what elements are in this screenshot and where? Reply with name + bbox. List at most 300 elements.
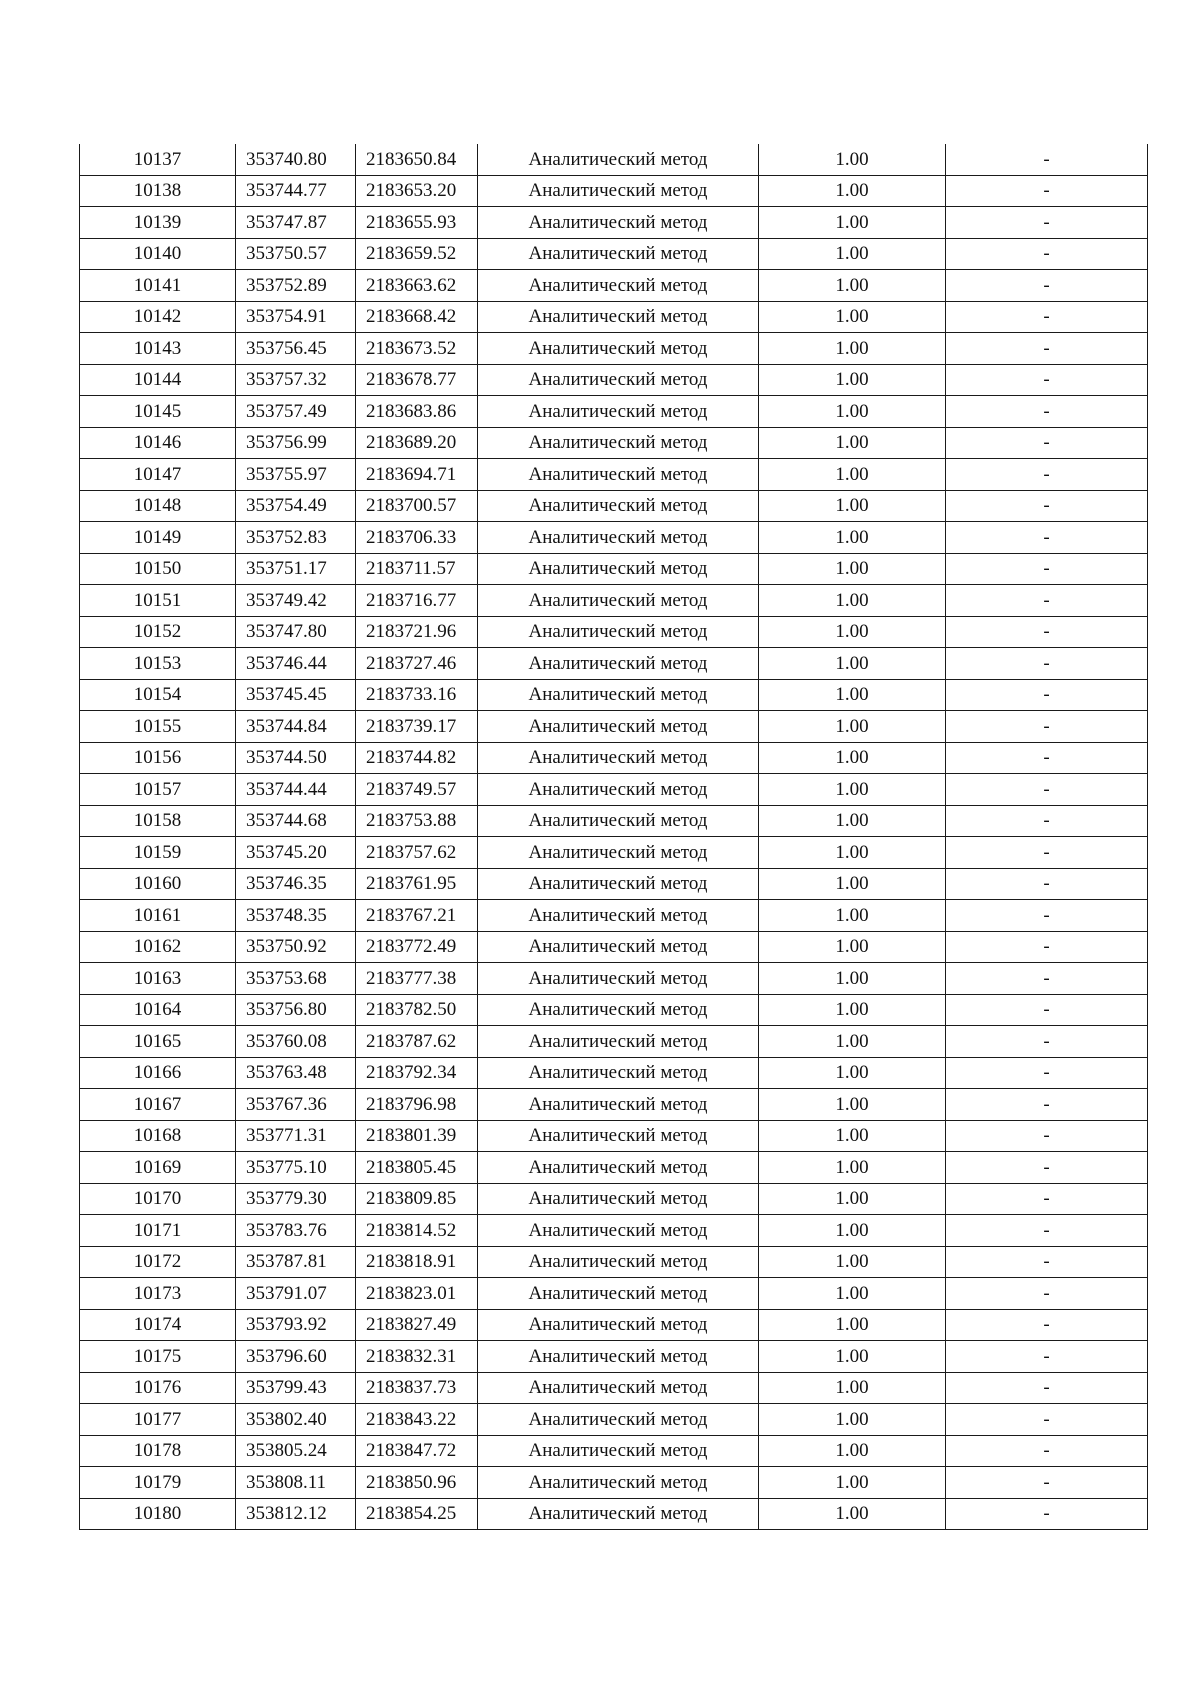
description-cell: - (946, 238, 1148, 270)
description-cell: - (946, 1278, 1148, 1310)
accuracy-cell: 1.00 (759, 679, 946, 711)
y-coordinate-cell: 2183854.25 (356, 1498, 478, 1530)
coordinates-table-body (80, 144, 1148, 1530)
y-coordinate-cell: 2183767.21 (356, 900, 478, 932)
x-coordinate-cell: 353787.81 (236, 1246, 356, 1278)
method-cell: Аналитический метод (478, 144, 759, 175)
description-cell: - (946, 459, 1148, 491)
method-cell: Аналитический метод (478, 805, 759, 837)
accuracy-cell: 1.00 (759, 333, 946, 365)
point-number-cell: 10148 (80, 490, 236, 522)
x-coordinate-cell: 353744.77 (236, 175, 356, 207)
description-cell: - (946, 364, 1148, 396)
table-row (80, 490, 1148, 522)
method-cell: Аналитический метод (478, 490, 759, 522)
x-coordinate-cell: 353748.35 (236, 900, 356, 932)
x-coordinate-cell: 353750.92 (236, 931, 356, 963)
accuracy-cell: 1.00 (759, 1467, 946, 1499)
table-row (80, 144, 1148, 175)
y-coordinate-cell: 2183843.22 (356, 1404, 478, 1436)
x-coordinate-cell: 353756.99 (236, 427, 356, 459)
point-number-cell: 10142 (80, 301, 236, 333)
accuracy-cell: 1.00 (759, 1057, 946, 1089)
accuracy-cell: 1.00 (759, 144, 946, 175)
description-cell: - (946, 1467, 1148, 1499)
method-cell: Аналитический метод (478, 1026, 759, 1058)
method-cell: Аналитический метод (478, 1372, 759, 1404)
y-coordinate-cell: 2183796.98 (356, 1089, 478, 1121)
table-row (80, 1215, 1148, 1247)
description-cell: - (946, 585, 1148, 617)
table-row (80, 742, 1148, 774)
point-number-cell: 10166 (80, 1057, 236, 1089)
method-cell: Аналитический метод (478, 1057, 759, 1089)
description-cell: - (946, 301, 1148, 333)
table-row (80, 333, 1148, 365)
table-row (80, 270, 1148, 302)
table-row (80, 805, 1148, 837)
table-row (80, 1246, 1148, 1278)
method-cell: Аналитический метод (478, 837, 759, 869)
x-coordinate-cell: 353747.80 (236, 616, 356, 648)
accuracy-cell: 1.00 (759, 1498, 946, 1530)
method-cell: Аналитический метод (478, 963, 759, 995)
point-number-cell: 10172 (80, 1246, 236, 1278)
point-number-cell: 10149 (80, 522, 236, 554)
x-coordinate-cell: 353757.49 (236, 396, 356, 428)
x-coordinate-cell: 353746.44 (236, 648, 356, 680)
y-coordinate-cell: 2183757.62 (356, 837, 478, 869)
x-coordinate-cell: 353744.84 (236, 711, 356, 743)
point-number-cell: 10145 (80, 396, 236, 428)
accuracy-cell: 1.00 (759, 490, 946, 522)
x-coordinate-cell: 353771.31 (236, 1120, 356, 1152)
table-row (80, 553, 1148, 585)
x-coordinate-cell: 353808.11 (236, 1467, 356, 1499)
coordinates-table (79, 144, 1148, 1530)
y-coordinate-cell: 2183716.77 (356, 585, 478, 617)
point-number-cell: 10173 (80, 1278, 236, 1310)
point-number-cell: 10162 (80, 931, 236, 963)
description-cell: - (946, 1152, 1148, 1184)
point-number-cell: 10170 (80, 1183, 236, 1215)
accuracy-cell: 1.00 (759, 648, 946, 680)
table-row (80, 522, 1148, 554)
table-row (80, 1278, 1148, 1310)
method-cell: Аналитический метод (478, 1467, 759, 1499)
description-cell: - (946, 774, 1148, 806)
accuracy-cell: 1.00 (759, 900, 946, 932)
description-cell: - (946, 1089, 1148, 1121)
accuracy-cell: 1.00 (759, 207, 946, 239)
y-coordinate-cell: 2183711.57 (356, 553, 478, 585)
point-number-cell: 10158 (80, 805, 236, 837)
point-number-cell: 10147 (80, 459, 236, 491)
point-number-cell: 10175 (80, 1341, 236, 1373)
y-coordinate-cell: 2183818.91 (356, 1246, 478, 1278)
x-coordinate-cell: 353791.07 (236, 1278, 356, 1310)
point-number-cell: 10161 (80, 900, 236, 932)
accuracy-cell: 1.00 (759, 1372, 946, 1404)
table-row (80, 396, 1148, 428)
table-row (80, 1467, 1148, 1499)
table-row (80, 301, 1148, 333)
x-coordinate-cell: 353744.50 (236, 742, 356, 774)
point-number-cell: 10146 (80, 427, 236, 459)
x-coordinate-cell: 353757.32 (236, 364, 356, 396)
y-coordinate-cell: 2183694.71 (356, 459, 478, 491)
y-coordinate-cell: 2183733.16 (356, 679, 478, 711)
x-coordinate-cell: 353760.08 (236, 1026, 356, 1058)
x-coordinate-cell: 353750.57 (236, 238, 356, 270)
accuracy-cell: 1.00 (759, 175, 946, 207)
x-coordinate-cell: 353740.80 (236, 144, 356, 175)
table-row (80, 585, 1148, 617)
table-row (80, 679, 1148, 711)
description-cell: - (946, 711, 1148, 743)
accuracy-cell: 1.00 (759, 711, 946, 743)
point-number-cell: 10174 (80, 1309, 236, 1341)
description-cell: - (946, 805, 1148, 837)
description-cell: - (946, 1341, 1148, 1373)
method-cell: Аналитический метод (478, 238, 759, 270)
y-coordinate-cell: 2183850.96 (356, 1467, 478, 1499)
description-cell: - (946, 1309, 1148, 1341)
accuracy-cell: 1.00 (759, 1278, 946, 1310)
description-cell: - (946, 994, 1148, 1026)
point-number-cell: 10154 (80, 679, 236, 711)
table-row (80, 1309, 1148, 1341)
method-cell: Аналитический метод (478, 459, 759, 491)
description-cell: - (946, 207, 1148, 239)
method-cell: Аналитический метод (478, 1152, 759, 1184)
y-coordinate-cell: 2183739.17 (356, 711, 478, 743)
description-cell: - (946, 837, 1148, 869)
description-cell: - (946, 1120, 1148, 1152)
y-coordinate-cell: 2183663.62 (356, 270, 478, 302)
x-coordinate-cell: 353763.48 (236, 1057, 356, 1089)
x-coordinate-cell: 353752.83 (236, 522, 356, 554)
point-number-cell: 10180 (80, 1498, 236, 1530)
accuracy-cell: 1.00 (759, 427, 946, 459)
y-coordinate-cell: 2183659.52 (356, 238, 478, 270)
method-cell: Аналитический метод (478, 1341, 759, 1373)
method-cell: Аналитический метод (478, 1435, 759, 1467)
table-row (80, 1498, 1148, 1530)
y-coordinate-cell: 2183706.33 (356, 522, 478, 554)
accuracy-cell: 1.00 (759, 616, 946, 648)
point-number-cell: 10160 (80, 868, 236, 900)
description-cell: - (946, 1372, 1148, 1404)
method-cell: Аналитический метод (478, 175, 759, 207)
point-number-cell: 10140 (80, 238, 236, 270)
x-coordinate-cell: 353767.36 (236, 1089, 356, 1121)
description-cell: - (946, 1246, 1148, 1278)
y-coordinate-cell: 2183787.62 (356, 1026, 478, 1058)
method-cell: Аналитический метод (478, 1089, 759, 1121)
table-row (80, 1404, 1148, 1436)
method-cell: Аналитический метод (478, 1120, 759, 1152)
description-cell: - (946, 144, 1148, 175)
x-coordinate-cell: 353746.35 (236, 868, 356, 900)
accuracy-cell: 1.00 (759, 522, 946, 554)
accuracy-cell: 1.00 (759, 270, 946, 302)
method-cell: Аналитический метод (478, 553, 759, 585)
description-cell: - (946, 1026, 1148, 1058)
accuracy-cell: 1.00 (759, 931, 946, 963)
point-number-cell: 10177 (80, 1404, 236, 1436)
point-number-cell: 10167 (80, 1089, 236, 1121)
x-coordinate-cell: 353753.68 (236, 963, 356, 995)
x-coordinate-cell: 353754.91 (236, 301, 356, 333)
x-coordinate-cell: 353745.20 (236, 837, 356, 869)
y-coordinate-cell: 2183837.73 (356, 1372, 478, 1404)
accuracy-cell: 1.00 (759, 868, 946, 900)
accuracy-cell: 1.00 (759, 301, 946, 333)
description-cell: - (946, 1215, 1148, 1247)
table-row (80, 711, 1148, 743)
table-row (80, 1341, 1148, 1373)
accuracy-cell: 1.00 (759, 553, 946, 585)
description-cell: - (946, 333, 1148, 365)
method-cell: Аналитический метод (478, 900, 759, 932)
x-coordinate-cell: 353793.92 (236, 1309, 356, 1341)
x-coordinate-cell: 353747.87 (236, 207, 356, 239)
y-coordinate-cell: 2183673.52 (356, 333, 478, 365)
y-coordinate-cell: 2183753.88 (356, 805, 478, 837)
y-coordinate-cell: 2183761.95 (356, 868, 478, 900)
accuracy-cell: 1.00 (759, 364, 946, 396)
method-cell: Аналитический метод (478, 931, 759, 963)
accuracy-cell: 1.00 (759, 837, 946, 869)
point-number-cell: 10155 (80, 711, 236, 743)
accuracy-cell: 1.00 (759, 1120, 946, 1152)
y-coordinate-cell: 2183744.82 (356, 742, 478, 774)
x-coordinate-cell: 353756.45 (236, 333, 356, 365)
x-coordinate-cell: 353802.40 (236, 1404, 356, 1436)
accuracy-cell: 1.00 (759, 1404, 946, 1436)
point-number-cell: 10153 (80, 648, 236, 680)
x-coordinate-cell: 353754.49 (236, 490, 356, 522)
description-cell: - (946, 616, 1148, 648)
table-row (80, 1152, 1148, 1184)
description-cell: - (946, 1435, 1148, 1467)
y-coordinate-cell: 2183772.49 (356, 931, 478, 963)
description-cell: - (946, 1498, 1148, 1530)
x-coordinate-cell: 353805.24 (236, 1435, 356, 1467)
table-row (80, 1183, 1148, 1215)
point-number-cell: 10144 (80, 364, 236, 396)
y-coordinate-cell: 2183655.93 (356, 207, 478, 239)
accuracy-cell: 1.00 (759, 774, 946, 806)
method-cell: Аналитический метод (478, 1498, 759, 1530)
method-cell: Аналитический метод (478, 1183, 759, 1215)
table-row (80, 868, 1148, 900)
point-number-cell: 10165 (80, 1026, 236, 1058)
description-cell: - (946, 648, 1148, 680)
y-coordinate-cell: 2183683.86 (356, 396, 478, 428)
y-coordinate-cell: 2183805.45 (356, 1152, 478, 1184)
description-cell: - (946, 1404, 1148, 1436)
description-cell: - (946, 490, 1148, 522)
accuracy-cell: 1.00 (759, 1026, 946, 1058)
table-row (80, 175, 1148, 207)
description-cell: - (946, 868, 1148, 900)
method-cell: Аналитический метод (478, 868, 759, 900)
x-coordinate-cell: 353796.60 (236, 1341, 356, 1373)
table-row (80, 931, 1148, 963)
method-cell: Аналитический метод (478, 270, 759, 302)
point-number-cell: 10178 (80, 1435, 236, 1467)
method-cell: Аналитический метод (478, 1309, 759, 1341)
table-row (80, 364, 1148, 396)
method-cell: Аналитический метод (478, 207, 759, 239)
accuracy-cell: 1.00 (759, 1152, 946, 1184)
point-number-cell: 10169 (80, 1152, 236, 1184)
table-row (80, 837, 1148, 869)
accuracy-cell: 1.00 (759, 585, 946, 617)
y-coordinate-cell: 2183782.50 (356, 994, 478, 1026)
x-coordinate-cell: 353744.44 (236, 774, 356, 806)
method-cell: Аналитический метод (478, 648, 759, 680)
table-row (80, 1372, 1148, 1404)
accuracy-cell: 1.00 (759, 994, 946, 1026)
point-number-cell: 10156 (80, 742, 236, 774)
table-row (80, 207, 1148, 239)
accuracy-cell: 1.00 (759, 1183, 946, 1215)
accuracy-cell: 1.00 (759, 1309, 946, 1341)
table-row (80, 648, 1148, 680)
table-row (80, 1435, 1148, 1467)
point-number-cell: 10157 (80, 774, 236, 806)
accuracy-cell: 1.00 (759, 742, 946, 774)
y-coordinate-cell: 2183777.38 (356, 963, 478, 995)
y-coordinate-cell: 2183801.39 (356, 1120, 478, 1152)
table-row (80, 1089, 1148, 1121)
method-cell: Аналитический метод (478, 427, 759, 459)
method-cell: Аналитический метод (478, 679, 759, 711)
method-cell: Аналитический метод (478, 994, 759, 1026)
point-number-cell: 10152 (80, 616, 236, 648)
method-cell: Аналитический метод (478, 742, 759, 774)
description-cell: - (946, 522, 1148, 554)
y-coordinate-cell: 2183653.20 (356, 175, 478, 207)
table-row (80, 238, 1148, 270)
description-cell: - (946, 1057, 1148, 1089)
point-number-cell: 10179 (80, 1467, 236, 1499)
table-row (80, 616, 1148, 648)
table-row (80, 963, 1148, 995)
table-row (80, 1026, 1148, 1058)
y-coordinate-cell: 2183832.31 (356, 1341, 478, 1373)
point-number-cell: 10159 (80, 837, 236, 869)
accuracy-cell: 1.00 (759, 1341, 946, 1373)
x-coordinate-cell: 353751.17 (236, 553, 356, 585)
y-coordinate-cell: 2183814.52 (356, 1215, 478, 1247)
x-coordinate-cell: 353812.12 (236, 1498, 356, 1530)
point-number-cell: 10171 (80, 1215, 236, 1247)
point-number-cell: 10138 (80, 175, 236, 207)
accuracy-cell: 1.00 (759, 1246, 946, 1278)
y-coordinate-cell: 2183678.77 (356, 364, 478, 396)
y-coordinate-cell: 2183827.49 (356, 1309, 478, 1341)
method-cell: Аналитический метод (478, 616, 759, 648)
point-number-cell: 10150 (80, 553, 236, 585)
point-number-cell: 10168 (80, 1120, 236, 1152)
table-row (80, 459, 1148, 491)
y-coordinate-cell: 2183689.20 (356, 427, 478, 459)
table-row (80, 427, 1148, 459)
table-row (80, 994, 1148, 1026)
y-coordinate-cell: 2183792.34 (356, 1057, 478, 1089)
x-coordinate-cell: 353745.45 (236, 679, 356, 711)
accuracy-cell: 1.00 (759, 1215, 946, 1247)
accuracy-cell: 1.00 (759, 805, 946, 837)
description-cell: - (946, 742, 1148, 774)
y-coordinate-cell: 2183727.46 (356, 648, 478, 680)
table-row (80, 1120, 1148, 1152)
x-coordinate-cell: 353756.80 (236, 994, 356, 1026)
y-coordinate-cell: 2183749.57 (356, 774, 478, 806)
method-cell: Аналитический метод (478, 711, 759, 743)
x-coordinate-cell: 353799.43 (236, 1372, 356, 1404)
accuracy-cell: 1.00 (759, 238, 946, 270)
method-cell: Аналитический метод (478, 333, 759, 365)
accuracy-cell: 1.00 (759, 963, 946, 995)
y-coordinate-cell: 2183847.72 (356, 1435, 478, 1467)
y-coordinate-cell: 2183700.57 (356, 490, 478, 522)
method-cell: Аналитический метод (478, 585, 759, 617)
x-coordinate-cell: 353749.42 (236, 585, 356, 617)
method-cell: Аналитический метод (478, 396, 759, 428)
point-number-cell: 10163 (80, 963, 236, 995)
table-row (80, 1057, 1148, 1089)
description-cell: - (946, 270, 1148, 302)
description-cell: - (946, 396, 1148, 428)
accuracy-cell: 1.00 (759, 459, 946, 491)
method-cell: Аналитический метод (478, 522, 759, 554)
method-cell: Аналитический метод (478, 301, 759, 333)
point-number-cell: 10176 (80, 1372, 236, 1404)
accuracy-cell: 1.00 (759, 1435, 946, 1467)
x-coordinate-cell: 353779.30 (236, 1183, 356, 1215)
point-number-cell: 10137 (80, 144, 236, 175)
point-number-cell: 10151 (80, 585, 236, 617)
x-coordinate-cell: 353755.97 (236, 459, 356, 491)
y-coordinate-cell: 2183668.42 (356, 301, 478, 333)
y-coordinate-cell: 2183809.85 (356, 1183, 478, 1215)
description-cell: - (946, 553, 1148, 585)
point-number-cell: 10141 (80, 270, 236, 302)
accuracy-cell: 1.00 (759, 1089, 946, 1121)
table-row (80, 774, 1148, 806)
y-coordinate-cell: 2183721.96 (356, 616, 478, 648)
description-cell: - (946, 427, 1148, 459)
method-cell: Аналитический метод (478, 1215, 759, 1247)
x-coordinate-cell: 353775.10 (236, 1152, 356, 1184)
y-coordinate-cell: 2183650.84 (356, 144, 478, 175)
description-cell: - (946, 931, 1148, 963)
x-coordinate-cell: 353783.76 (236, 1215, 356, 1247)
method-cell: Аналитический метод (478, 774, 759, 806)
table-row (80, 900, 1148, 932)
point-number-cell: 10143 (80, 333, 236, 365)
description-cell: - (946, 175, 1148, 207)
description-cell: - (946, 679, 1148, 711)
method-cell: Аналитический метод (478, 1404, 759, 1436)
point-number-cell: 10164 (80, 994, 236, 1026)
y-coordinate-cell: 2183823.01 (356, 1278, 478, 1310)
